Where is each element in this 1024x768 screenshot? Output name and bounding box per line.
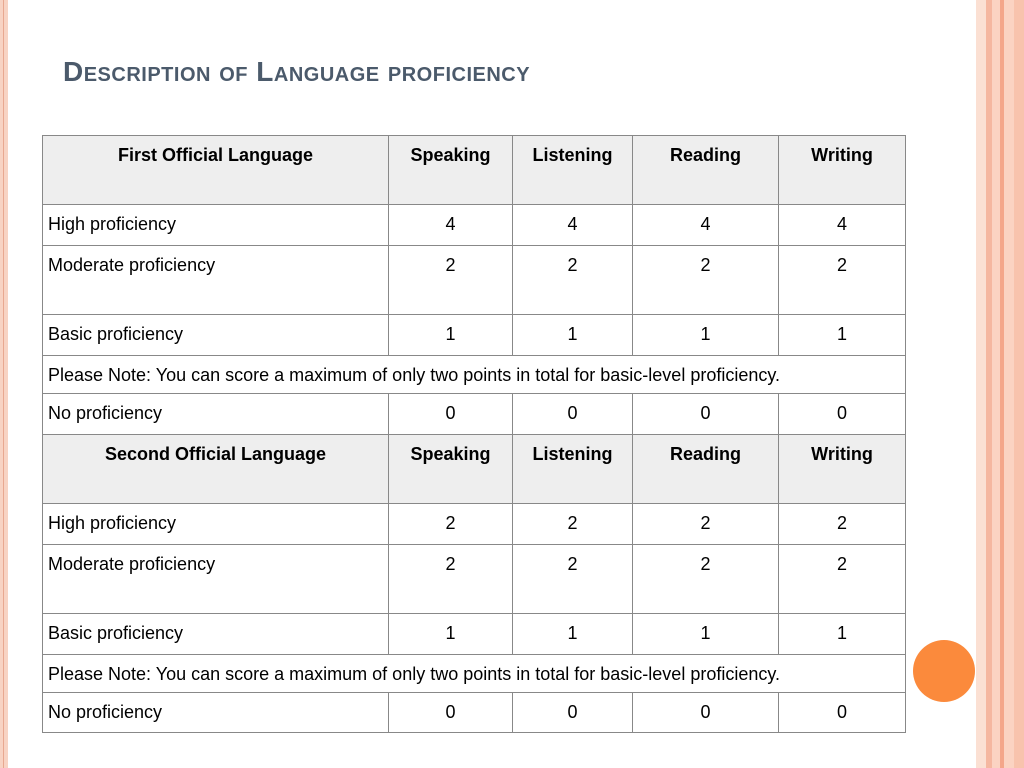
header-cell-writing: Writing (779, 136, 906, 205)
slide-title: Description of Language proficiency (63, 56, 531, 87)
cell-reading: 1 (633, 315, 779, 356)
header-cell-listening: Listening (513, 435, 633, 504)
header-cell-reading: Reading (633, 136, 779, 205)
header-cell-speaking: Speaking (389, 136, 513, 205)
table-row (43, 315, 906, 356)
table-row (43, 545, 906, 614)
cell-writing: 0 (779, 693, 906, 733)
cell-listening: 4 (513, 205, 633, 246)
cell-writing: 1 (779, 614, 906, 655)
row-label: Moderate proficiency (43, 545, 389, 614)
table-row (43, 246, 906, 315)
table-row (43, 205, 906, 246)
cell-reading: 2 (633, 246, 779, 315)
cell-writing: 4 (779, 205, 906, 246)
cell-reading: 0 (633, 394, 779, 435)
cell-writing: 0 (779, 394, 906, 435)
header-cell-writing: Writing (779, 435, 906, 504)
header-cell-reading: Reading (633, 435, 779, 504)
note-text: Please Note: You can score a maximum of only two points in total for basic-level proficiency. (43, 655, 906, 693)
left-border-decoration (0, 0, 8, 768)
row-label: No proficiency (43, 693, 389, 733)
row-label: Basic proficiency (43, 315, 389, 356)
cell-speaking: 1 (389, 315, 513, 356)
cell-listening: 2 (513, 246, 633, 315)
cell-reading: 2 (633, 504, 779, 545)
row-label: Moderate proficiency (43, 246, 389, 315)
row-label: No proficiency (43, 394, 389, 435)
cell-speaking: 0 (389, 394, 513, 435)
header-cell-language: First Official Language (43, 136, 389, 205)
table-header-row (43, 435, 906, 504)
cell-writing: 2 (779, 246, 906, 315)
cell-speaking: 2 (389, 545, 513, 614)
cell-listening: 1 (513, 614, 633, 655)
cell-speaking: 4 (389, 205, 513, 246)
orange-circle-decoration (913, 640, 975, 702)
note-row (43, 655, 906, 693)
table-row (43, 614, 906, 655)
table-row (43, 394, 906, 435)
table-row (43, 693, 906, 733)
table-row (43, 504, 906, 545)
cell-writing: 1 (779, 315, 906, 356)
cell-speaking: 1 (389, 614, 513, 655)
cell-reading: 1 (633, 614, 779, 655)
cell-speaking: 2 (389, 504, 513, 545)
cell-reading: 4 (633, 205, 779, 246)
cell-writing: 2 (779, 545, 906, 614)
cell-speaking: 2 (389, 246, 513, 315)
header-cell-language: Second Official Language (43, 435, 389, 504)
header-cell-listening: Listening (513, 136, 633, 205)
cell-speaking: 0 (389, 693, 513, 733)
row-label: Basic proficiency (43, 614, 389, 655)
proficiency-table (42, 135, 906, 733)
cell-listening: 2 (513, 504, 633, 545)
right-stripes-decoration (976, 0, 1024, 768)
row-label: High proficiency (43, 504, 389, 545)
cell-listening: 0 (513, 394, 633, 435)
note-row (43, 356, 906, 394)
cell-reading: 2 (633, 545, 779, 614)
cell-writing: 2 (779, 504, 906, 545)
cell-listening: 2 (513, 545, 633, 614)
cell-reading: 0 (633, 693, 779, 733)
cell-listening: 0 (513, 693, 633, 733)
note-text: Please Note: You can score a maximum of only two points in total for basic-level proficiency. (43, 356, 906, 394)
header-cell-speaking: Speaking (389, 435, 513, 504)
row-label: High proficiency (43, 205, 389, 246)
cell-listening: 1 (513, 315, 633, 356)
table-header-row (43, 136, 906, 205)
